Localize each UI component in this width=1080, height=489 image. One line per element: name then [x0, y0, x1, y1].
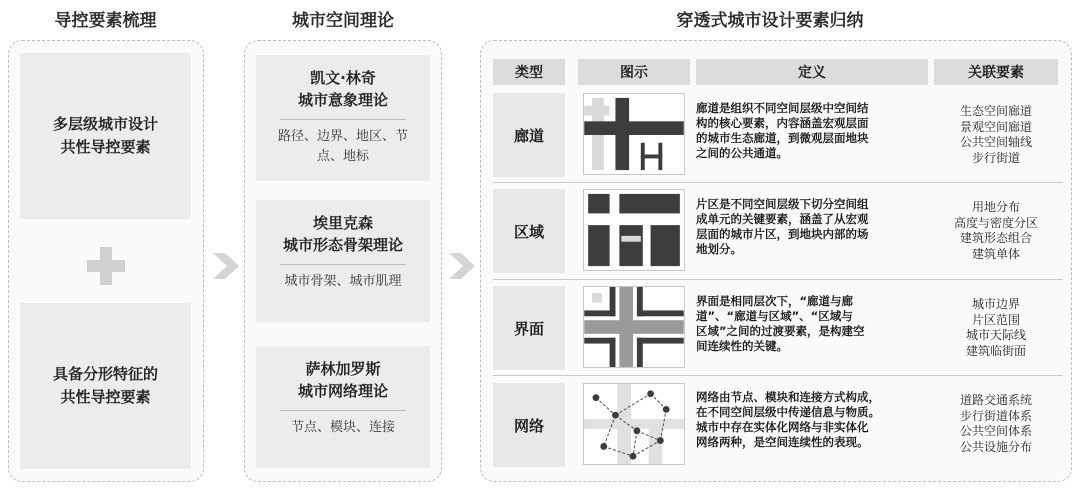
fractal-control-elements	[20, 303, 191, 469]
network-diagram-icon	[583, 383, 685, 465]
related-item: 高度与密度分区	[953, 215, 1038, 230]
right-column-title: 穿透式城市设计要素归纳	[676, 11, 864, 31]
definition-line: 成单元的关键要素，涵盖了从宏观	[696, 212, 869, 226]
erickson-skeleton-theory-card	[256, 200, 430, 322]
related-item: 步行街道体系	[959, 408, 1032, 423]
theory-keywords: 点、地标	[316, 149, 369, 164]
related-item: 建筑形态组合	[959, 231, 1032, 245]
interface-diagram-icon	[583, 286, 685, 368]
definition-line: 网络两种，是空间连续性的表现。	[696, 435, 869, 449]
definition-line: 廊道是组织不同空间层级中空间结	[696, 101, 869, 115]
theory-keywords: 节点、模块、连接	[290, 420, 395, 435]
definition-line: 城市中存在实体化网络与非实体化	[696, 420, 869, 434]
type-cell-network: 网络	[493, 383, 565, 467]
multi-level-control-elements	[20, 53, 191, 219]
definition-line: 在不同空间层级中传递信息与物质。	[696, 405, 880, 419]
related-item: 公共空间轴线	[959, 135, 1032, 149]
row-divider	[493, 279, 1063, 280]
type-cell-corridor: 廊道	[493, 93, 565, 177]
corridor-diagram-icon	[583, 93, 685, 175]
definition-interface	[696, 294, 928, 354]
related-item: 公共空间体系	[959, 424, 1032, 438]
related-interface	[934, 297, 1058, 359]
related-item: 生态空间廊道	[959, 104, 1032, 118]
definition-line: 区域”之间的过渡要素，是构建空	[696, 324, 865, 338]
definition-district	[696, 197, 928, 257]
definition-line: 间连续性的关键。	[696, 339, 788, 353]
header-definition: 定义	[696, 59, 928, 85]
related-item: 片区范围	[971, 312, 1020, 327]
related-district	[934, 200, 1058, 262]
definition-line: 道”、“廊道与区域”、“区域与	[696, 309, 853, 323]
related-item: 城市边界	[971, 297, 1020, 311]
related-item: 建筑临街面	[965, 343, 1026, 358]
definition-line: 网络由节点、模块和连接方式构成，	[696, 390, 880, 404]
block-line: 共性导控要素	[60, 388, 151, 406]
theory-author: 萨林加罗斯	[305, 360, 381, 378]
left-column-title: 导控要素梳理	[54, 11, 157, 31]
related-item: 步行街道	[971, 150, 1020, 165]
block-line: 具备分形特征的	[52, 365, 158, 383]
district-diagram-icon	[583, 189, 685, 271]
type-cell-district: 区域	[493, 189, 565, 273]
definition-network	[696, 390, 928, 450]
lynch-image-theory-card	[256, 55, 430, 181]
theory-author: 埃里克森	[312, 214, 373, 232]
definition-line: 的城市生态廊道，到微观层面地块	[696, 131, 869, 145]
theory-author: 凯文·林奇	[310, 69, 376, 87]
middle-column-title: 城市空间理论	[292, 11, 394, 31]
related-item: 城市天际线	[965, 328, 1026, 342]
salingaros-network-theory-card	[256, 346, 430, 468]
header-type: 类型	[493, 59, 565, 85]
definition-line: 界面是相同层次下，“廊道与廊	[696, 294, 854, 308]
definition-line: 构的核心要素，内容涵盖宏观层面	[696, 116, 869, 130]
plus-icon	[87, 247, 125, 285]
related-item: 景观空间廊道	[959, 119, 1032, 134]
type-cell-interface: 界面	[493, 286, 565, 370]
theory-keywords: 城市骨架、城市肌理	[284, 274, 402, 289]
theory-keywords: 路径、边界、地区、节	[277, 129, 408, 144]
header-related: 关联要素	[934, 59, 1058, 85]
related-network	[934, 393, 1058, 455]
related-item: 公共设施分布	[959, 439, 1032, 454]
related-item: 建筑单体	[971, 246, 1020, 261]
theory-name: 城市网络理论	[297, 382, 388, 400]
definition-corridor	[696, 101, 928, 161]
chevron-right-icon	[213, 249, 239, 283]
theory-name: 城市形态骨架理论	[282, 236, 403, 254]
related-item: 道路交通系统	[959, 393, 1032, 407]
definition-line: 地划分。	[696, 242, 742, 256]
theory-name: 城市意象理论	[297, 91, 388, 109]
definition-line: 之间的公共通道。	[696, 146, 788, 160]
row-divider	[493, 182, 1063, 183]
block-line: 共性导控要素	[60, 138, 151, 156]
definition-line: 层面的城市片区，到地块内部的场	[696, 227, 869, 241]
row-divider	[493, 375, 1063, 376]
chevron-right-icon	[449, 249, 475, 283]
block-line: 多层级城市设计	[52, 115, 158, 133]
header-diagram: 图示	[578, 59, 690, 85]
definition-line: 片区是不同空间层级下切分空间组	[696, 197, 869, 211]
related-corridor	[934, 104, 1058, 166]
related-item: 用地分布	[971, 200, 1020, 214]
